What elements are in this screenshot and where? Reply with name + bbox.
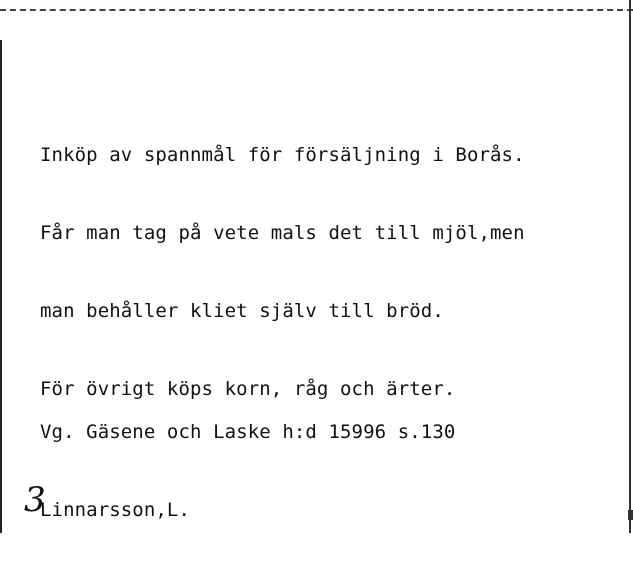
body-line: man behåller kliet själv till bröd. — [40, 300, 444, 322]
card-top-edge — [0, 9, 633, 11]
card-left-edge — [0, 40, 2, 533]
card-edge-mark — [628, 510, 633, 520]
card-reference — [40, 367, 455, 575]
card-right-edge — [629, 0, 631, 533]
card-number: 3 — [24, 480, 46, 520]
body-line: För övrigt köps korn, råg och ärter. — [40, 378, 456, 400]
reference-source-line: Vg. Gäsene och Laske h:d 15996 s.130 — [40, 421, 456, 443]
reference-author-line: Linnarsson,L. — [40, 499, 191, 521]
body-line: Inköp av spannmål för försäljning i Borås. — [40, 144, 525, 166]
body-line: Får man tag på vete mals det till mjöl,men — [40, 222, 525, 244]
